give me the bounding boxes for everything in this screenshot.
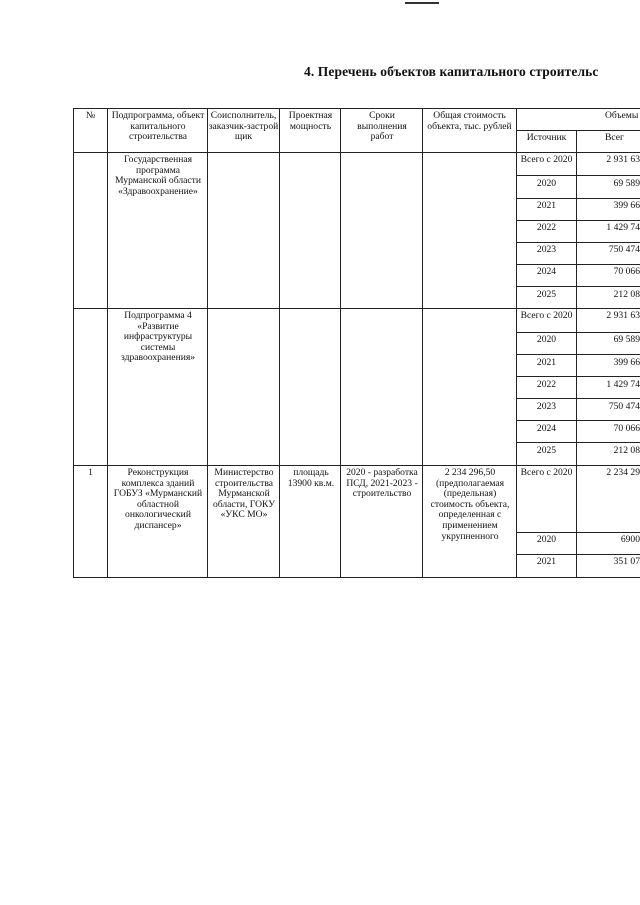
col-rule-7 xyxy=(576,130,577,578)
rule-s2-r2 xyxy=(516,354,640,355)
section-3-executor: Министерство строительства Мурманской области, ГОКУ «УКС МО» xyxy=(212,468,276,521)
s3-value-0: 2 234 29 xyxy=(606,468,640,478)
s1-source-2: 2021 xyxy=(536,200,557,211)
header-total: Всег xyxy=(605,133,624,143)
rule-s1-r6 xyxy=(516,286,640,287)
header-source: Источник xyxy=(526,133,567,143)
rule-s2-r1 xyxy=(516,332,640,333)
s2-source-5: 2024 xyxy=(536,423,557,434)
rule-header-bottom xyxy=(73,152,640,153)
s1-source-1: 2020 xyxy=(536,178,557,189)
s2-source-4: 2023 xyxy=(536,401,557,412)
col-rule-3 xyxy=(279,108,280,578)
rule-s1-r5 xyxy=(516,264,640,265)
s2-value-2: 399 66 xyxy=(613,358,640,368)
s3-source-1: 2020 xyxy=(536,534,557,545)
s1-source-3: 2022 xyxy=(536,222,557,233)
rule-s1-r4 xyxy=(516,242,640,243)
header-capacity: Проектная мощность xyxy=(288,111,333,132)
s2-value-5: 70 066 xyxy=(613,424,640,434)
rule-section-3 xyxy=(73,465,640,466)
s3-value-2: 351 07 xyxy=(613,557,640,567)
rule-s1-r1 xyxy=(516,175,640,176)
col-rule-6 xyxy=(516,108,517,578)
rule-s3-r1 xyxy=(516,532,640,533)
page-top-mark xyxy=(405,2,439,4)
section-3-capacity: площадь 13900 кв.м. xyxy=(287,468,335,489)
section-2-name: Подпрограмма 4 «Развитие инфраструктуры системы здравоохранения» xyxy=(120,311,196,364)
section-1-name: Государственная программа Мурманской области «Здравоохранение» xyxy=(115,155,201,197)
header-volumes: Объемы xyxy=(605,111,639,121)
col-rule-1 xyxy=(107,108,108,578)
rule-section-2 xyxy=(73,308,640,309)
rule-s1-r2 xyxy=(516,198,640,199)
section-3-name: Реконструкция комплекса зданий ГОБУЗ «Мурманский областной онкологический диспансер» xyxy=(113,468,203,531)
rule-s2-r5 xyxy=(516,420,640,421)
s2-value-4: 750 474 xyxy=(608,402,640,412)
s1-value-1: 69 589 xyxy=(613,179,640,189)
s1-value-6: 212 08 xyxy=(613,290,640,300)
s1-value-4: 750 474 xyxy=(608,245,640,255)
s1-value-5: 70 066 xyxy=(613,267,640,277)
section-3-no: 1 xyxy=(88,468,93,478)
s2-value-6: 212 08 xyxy=(613,446,640,456)
s3-source-2: 2021 xyxy=(536,556,557,567)
s1-value-0: 2 931 63 xyxy=(606,155,640,165)
rule-top xyxy=(73,108,640,109)
rule-s1-r3 xyxy=(516,220,640,221)
header-subprogram: Подпрограмма, объект капитального строительства xyxy=(111,111,205,143)
header-executor: Соисполнитель, заказчик-застройщик xyxy=(208,111,279,143)
capital-construction-table xyxy=(73,108,640,578)
s1-source-5: 2024 xyxy=(536,266,557,277)
rule-s2-r6 xyxy=(516,442,640,443)
col-rule-2 xyxy=(207,108,208,578)
col-rule-0 xyxy=(73,108,74,578)
s2-value-3: 1 429 74 xyxy=(606,380,640,390)
col-rule-4 xyxy=(340,108,341,578)
section-3-cost: 2 234 296,50 (предполагаемая (предельная) стоимость объекта, определенная с применением укрупненного xyxy=(430,468,510,542)
rule-bottom xyxy=(73,577,640,578)
s2-value-0: 2 931 63 xyxy=(606,311,640,321)
s1-source-4: 2023 xyxy=(536,244,557,255)
header-no: № xyxy=(85,111,96,121)
s2-source-6: 2025 xyxy=(536,445,557,456)
s2-source-0: Всего с 2020 xyxy=(520,310,573,321)
header-terms: Сроки выполнения работ xyxy=(357,111,407,143)
rule-s2-r3 xyxy=(516,376,640,377)
rule-s3-r2 xyxy=(516,554,640,555)
s3-source-0: Всего с 2020 xyxy=(520,467,573,478)
page-title: 4. Перечень объектов капитального строительс xyxy=(304,64,599,79)
s1-source-6: 2025 xyxy=(536,289,557,300)
s2-source-3: 2022 xyxy=(536,379,557,390)
rule-s2-r4 xyxy=(516,398,640,399)
col-rule-5 xyxy=(422,108,423,578)
s2-value-1: 69 589 xyxy=(613,335,640,345)
s1-value-2: 399 66 xyxy=(613,201,640,211)
rule-header-sub xyxy=(516,130,640,131)
s1-source-0: Всего с 2020 xyxy=(520,154,573,165)
s2-source-1: 2020 xyxy=(536,334,557,345)
header-cost: Общая стоимость объекта, тыс. рублей xyxy=(427,111,512,132)
s3-value-1: 6900 xyxy=(620,535,640,545)
s1-value-3: 1 429 74 xyxy=(606,223,640,233)
s2-source-2: 2021 xyxy=(536,357,557,368)
section-3-terms: 2020 - разработка ПСД, 2021-2023 - строительство xyxy=(346,468,418,500)
